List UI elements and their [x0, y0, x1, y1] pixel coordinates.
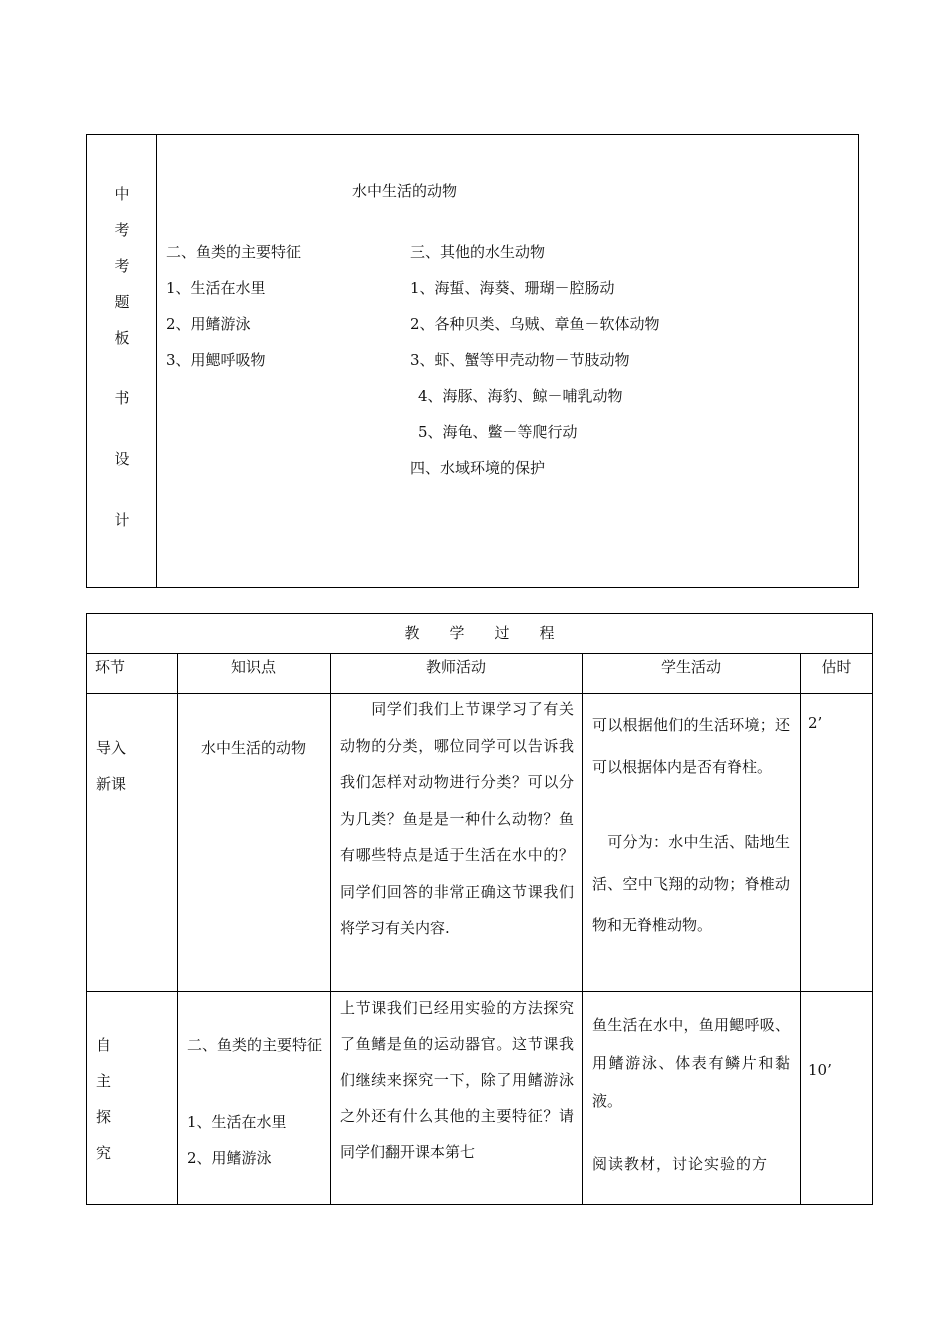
row-knowledge-line: 2、用鳍游泳 [187, 1149, 272, 1167]
table-rule [800, 653, 801, 1205]
board-right-line: 1、海蜇、海葵、珊瑚－腔肠动 [410, 279, 615, 297]
board-right-line: 5、海龟、鳖－等爬行动 [418, 423, 578, 441]
side-char: 设 [114, 450, 130, 468]
board-right-line: 2、各种贝类、乌贼、章鱼－软体动物 [410, 315, 660, 333]
row-stage-line: 主 [96, 1072, 112, 1090]
table-rule [330, 653, 331, 1205]
row-knowledge-line: 1、生活在水里 [187, 1113, 287, 1131]
row-student-activity: 可分为：水中生活、陆地生活、空中飞翔的动物；脊椎动物和无脊椎动物。 [592, 833, 790, 934]
board-left-line: 1、生活在水里 [166, 279, 266, 297]
header-student: 学生活动 [660, 658, 721, 676]
side-char: 题 [114, 293, 130, 311]
row-time: 10’ [808, 1061, 832, 1079]
row-stage-line: 自 [96, 1036, 112, 1054]
row-knowledge-line: 水中生活的动物 [200, 739, 306, 757]
row-stage-line: 导入 [96, 739, 127, 757]
side-char: 计 [114, 511, 130, 529]
row-stage-line: 新课 [96, 775, 127, 793]
board-right-line: 3、虾、蟹等甲壳动物－节肢动物 [410, 351, 630, 369]
header-knowledge: 知识点 [230, 658, 276, 676]
board-right-line: 4、海豚、海豹、鲸－哺乳动物 [418, 387, 623, 405]
side-char: 考 [114, 221, 130, 239]
header-time: 估时 [821, 658, 852, 676]
row-student-activity: 阅读教材，讨论实验的方 [592, 1155, 769, 1173]
row-stage-line: 探 [96, 1108, 112, 1126]
row-student-activity: 可以根据他们的生活环境；还可以根据体内是否有脊柱。 [592, 716, 790, 776]
process-title: 教 学 过 程 [404, 624, 555, 642]
board-title: 水中生活的动物 [352, 182, 458, 200]
side-char: 板 [114, 329, 130, 347]
board-left-line: 2、用鳍游泳 [166, 315, 251, 333]
side-char: 中 [114, 185, 130, 203]
table-rule [582, 653, 583, 1205]
side-char: 考 [114, 257, 130, 275]
row-student-activity: 鱼生活在水中，鱼用鳃呼吸、用鳍游泳、体表有鳞片和黏液。 [592, 1016, 790, 1110]
row-knowledge-line: 二、鱼类的主要特征 [187, 1036, 323, 1054]
board-right-line: 三、其他的水生动物 [410, 243, 546, 261]
board-right-line: 四、水域环境的保护 [410, 459, 546, 477]
row-stage-line: 究 [96, 1144, 112, 1162]
side-char: 书 [114, 389, 130, 407]
header-teacher: 教师活动 [425, 658, 486, 676]
row-time: 2’ [808, 714, 823, 732]
board-left-line: 二、鱼类的主要特征 [166, 243, 302, 261]
row-teacher-activity: 同学们我们上节课学习了有关动物的分类，哪位同学可以告诉我我们怎样对动物进行分类？可以分为几类？鱼是是一种什么动物？鱼有哪些特点是适于生活在水中的？同学们回答的非常正确这节课我们将学习有关内容. [340, 700, 574, 937]
row-teacher-activity: 上节课我们已经用实验的方法探究了鱼鳍是鱼的运动器官。这节课我们继续来探究一下，除了用鳍游泳之外还有什么其他的主要特征？请同学们翻开课本第七 [340, 999, 574, 1161]
board-left-line: 3、用鳃呼吸物 [166, 351, 266, 369]
header-stage: 环节 [95, 658, 126, 676]
